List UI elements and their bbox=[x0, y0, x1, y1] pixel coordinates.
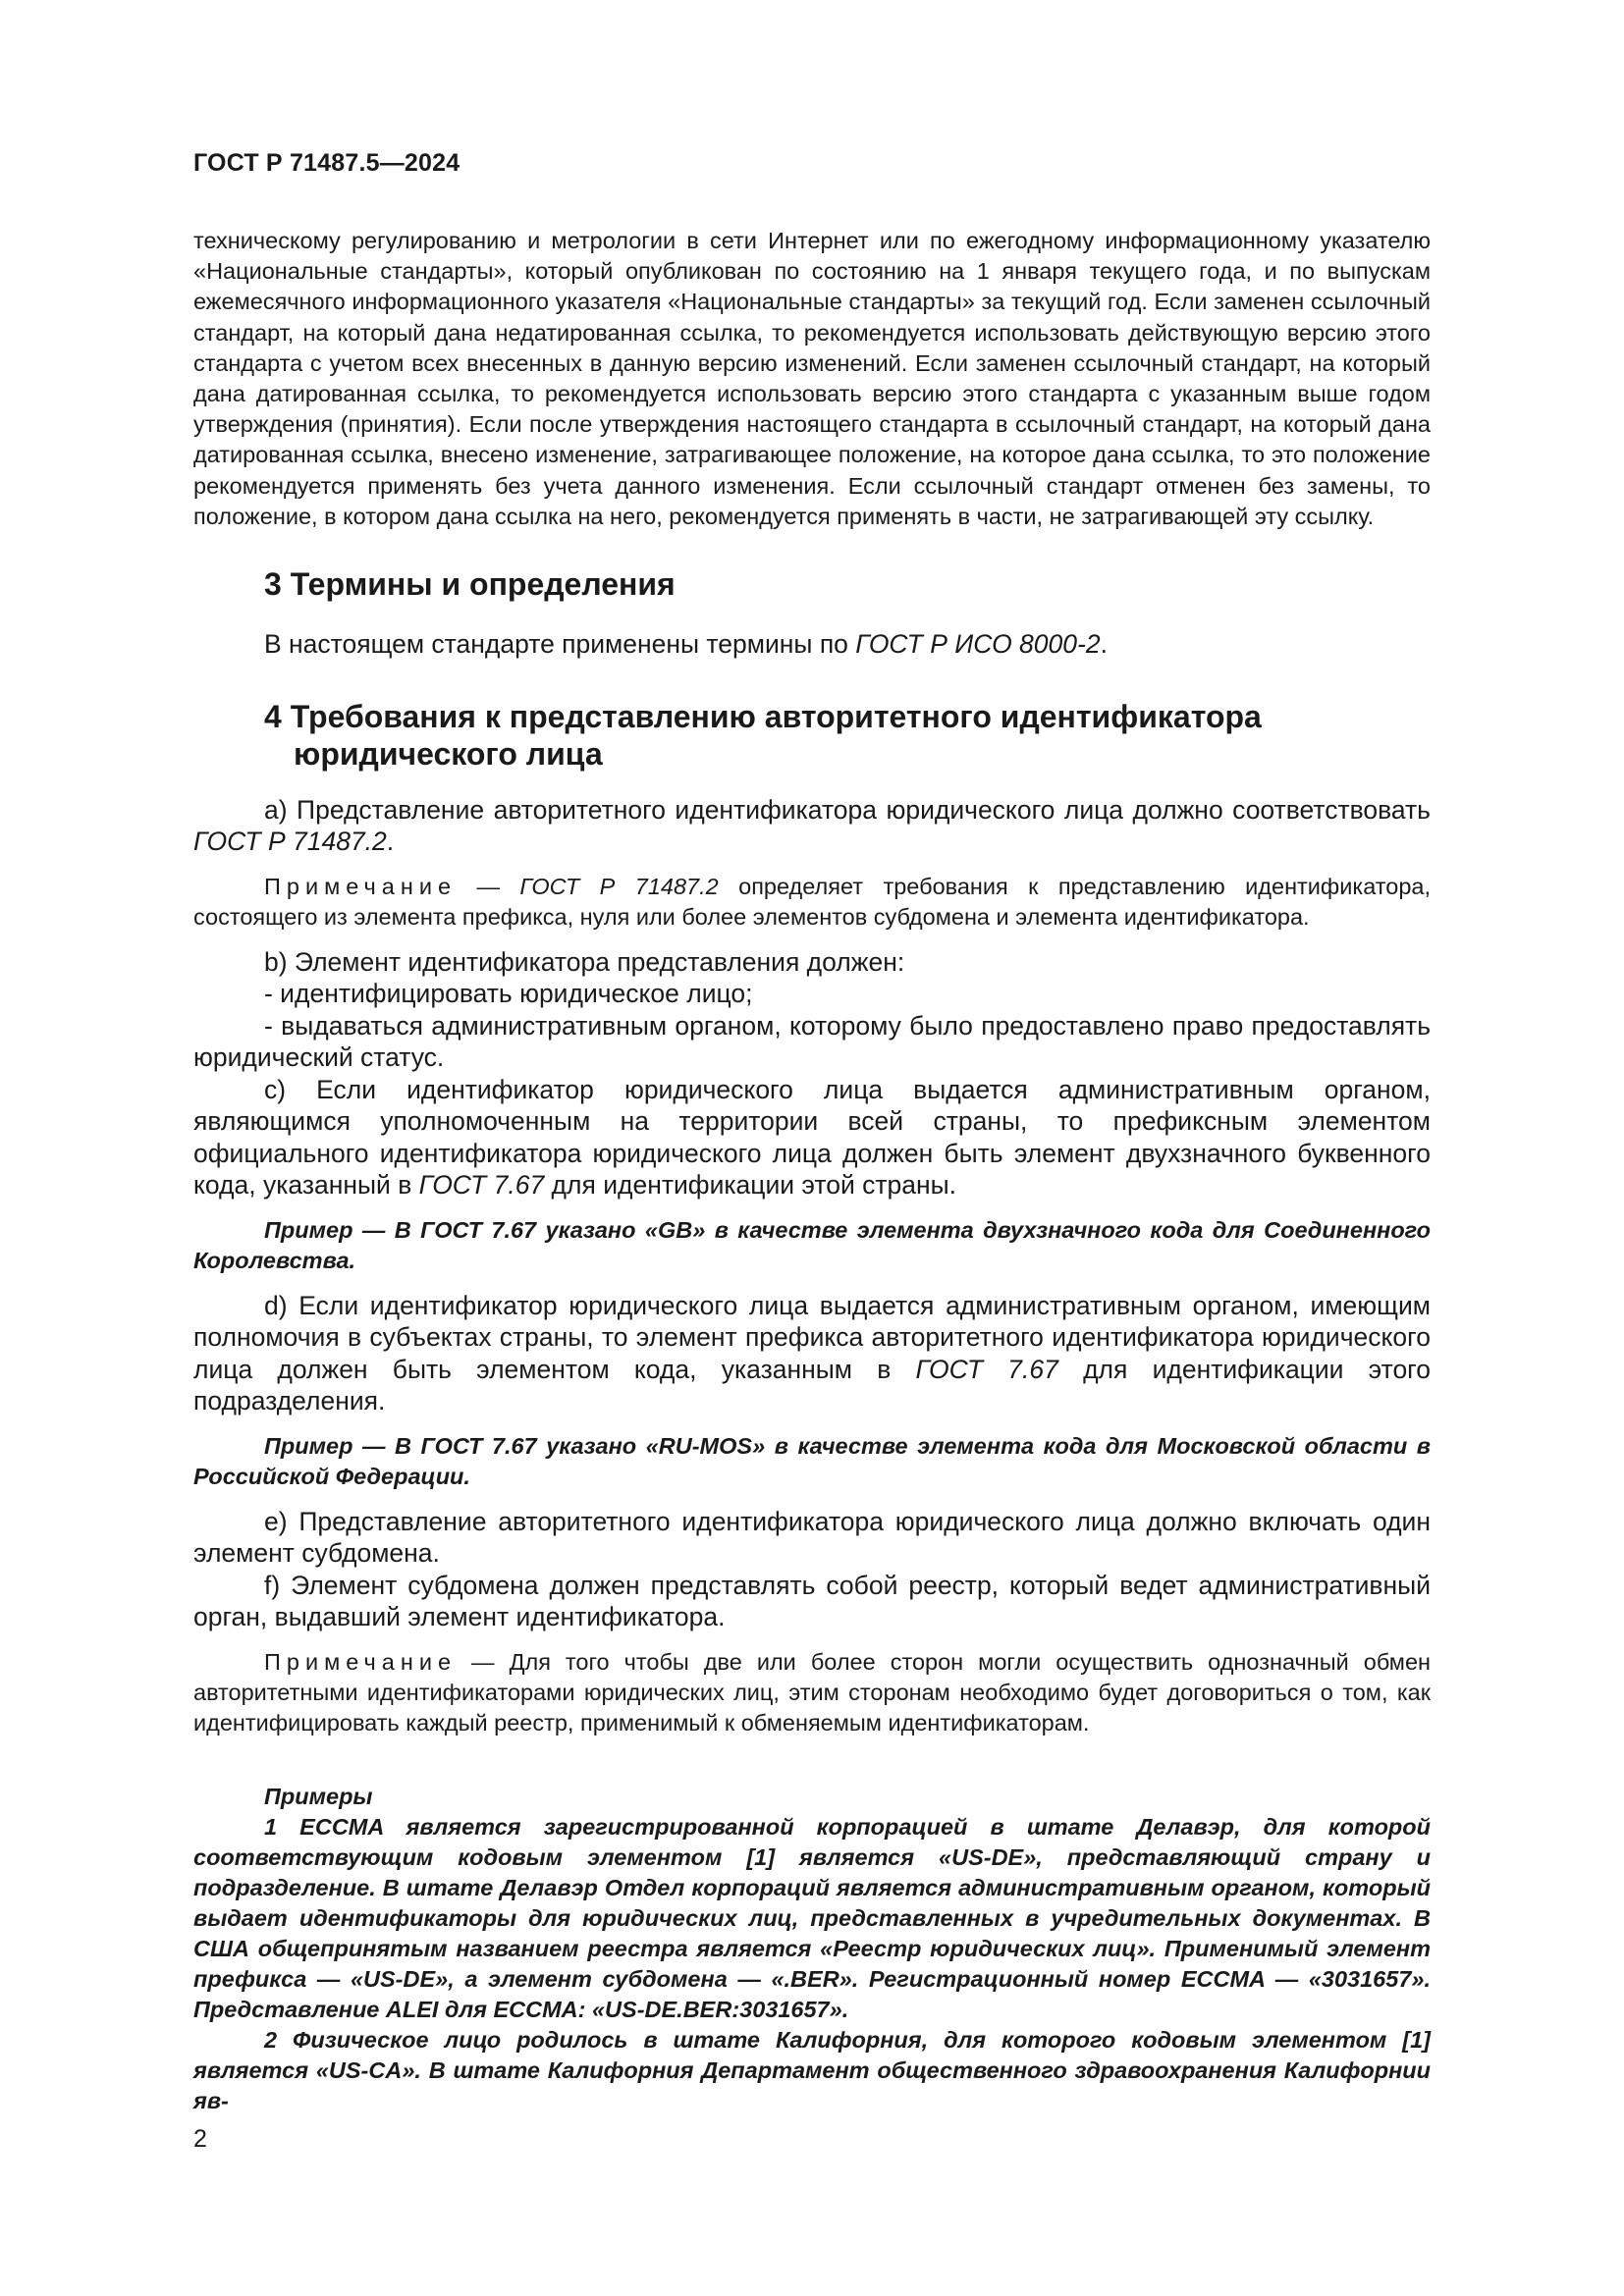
note-1-reference: ГОСТ Р 71487.2 bbox=[519, 873, 719, 899]
reference-gost-71487-2: ГОСТ Р 71487.2 bbox=[193, 827, 387, 857]
item-c-end: для идентификации этой страны. bbox=[544, 1170, 957, 1201]
section-3-heading: 3 Термины и определения bbox=[264, 566, 676, 603]
item-c-text: c) Если идентификатор юридического лица выдается административным органом, являющимся уполномоченным на территории всей страны, то префиксным элементом официального идентификатора юридического лица должен быть элемент двухзначного буквенного кода, указанный в bbox=[193, 1074, 1431, 1201]
note-2 bbox=[193, 1647, 1431, 1738]
item-d-end: для идентификации этого подразделения. bbox=[193, 1354, 1432, 1416]
item-d-text: d) Если идентификатор юридического лица выдается административным органом, имеющим полномочия в субъектах страны, то элемент префикса авторитетного идентификатора юридического лица должен быть элементом кода, указанным в bbox=[193, 1290, 1431, 1384]
item-b: b) Элемент идентификатора представления должен: bbox=[264, 946, 905, 977]
document-code-header: ГОСТ Р 71487.5—2024 bbox=[193, 149, 460, 177]
item-d bbox=[193, 1290, 1431, 1417]
example-1: 1 ECCMA является зарегистрированной корпорацией в штате Делавэр, для которой соответствующим кодовым элементом [1] является «US-DE», представляющий страну и подразделение. В штате Делавэр Отдел корпораций является административным органом, который выдает идентификаторы для юридических лиц, представленных в учредительных документах. В США общепринятым названием реестра является «Реестр юридических лиц». Применимый элемент префикса — «US-DE», а элемент субдомена — «.BER». Регистрационный номер ECCMA — «3031657». Представление ALEI для ECCMA: «US-DE.BER:3031657». bbox=[193, 1813, 1431, 2022]
item-f: f) Элемент субдомена должен представлять собой реестр, который ведет административный орган, выдавший элемент идентификатора. bbox=[193, 1570, 1431, 1632]
item-d-reference: ГОСТ 7.67 bbox=[915, 1354, 1058, 1384]
section-3-text-before: В настоящем стандарте применены термины по bbox=[264, 629, 856, 660]
example-c: Пример — В ГОСТ 7.67 указано «GB» в качестве элемента двухзначного кода для Соединенного Королевства. bbox=[193, 1216, 1431, 1273]
item-e: e) Представление авторитетного идентификатора юридического лица должно включать один элемент субдомена. bbox=[193, 1506, 1431, 1569]
item-a-text: а) Представление авторитетного идентификатора юридического лица должно соответствовать bbox=[264, 794, 1431, 825]
section-4-heading-line2: юридического лица bbox=[294, 735, 603, 772]
section-4-heading bbox=[193, 698, 1431, 773]
section-3-text-after: . bbox=[1100, 629, 1108, 660]
example-d: Пример — В ГОСТ 7.67 указано «RU-MOS» в качестве элемента кода для Московской области в Российской Федерации. bbox=[193, 1432, 1431, 1489]
section-3-text bbox=[193, 628, 1431, 661]
note-1-dash: — bbox=[457, 873, 520, 899]
reference-gost-iso-8000-2: ГОСТ Р ИСО 8000-2 bbox=[855, 629, 1101, 660]
item-b-point-2: - выдаваться административным органом, которому было предоставлено право предоставлять юридический статус. bbox=[193, 1010, 1431, 1073]
page-number: 2 bbox=[193, 2125, 207, 2153]
page-content bbox=[193, 226, 1431, 2116]
note-2-text: — Для того чтобы две или более сторон могли осуществить однозначный обмен авторитетными идентификаторами юридических лиц, этим сторонам необходимо будет договориться о том, как идентифицировать каждый реестр, применимый к обменяемым идентификаторам. bbox=[193, 1648, 1431, 1735]
item-a bbox=[193, 794, 1431, 858]
section-4-heading-line1: 4 Требования к представлению авторитетного идентификатора bbox=[264, 698, 1262, 734]
note-1-text: определяет требования к представлению идентификатора, состоящего из элемента префикса, нуля или более элементов субдомена и элемента идентификатора. bbox=[193, 873, 1431, 930]
intro-paragraph: техническому регулированию и метрологии в сети Интернет или по ежегодному информационному указателю «Национальные стандарты», который опубликован по состоянию на 1 января текущего года, и по выпускам ежемесячного информационного указателя «Национальные стандарты» за текущий год. Если заменен ссылочный стандарт, на который дана недатированная ссылка, то рекомендуется использовать действующую версию этого стандарта с учетом всех внесенных в данную версию изменений. Если заменен ссылочный стандарт, на который дана датированная ссылка, то рекомендуется использовать версию этого стандарта с указанным выше годом утверждения (принятия). Если после утверждения настоящего стандарта в ссылочный стандарт, на который дана датированная ссылка, внесено изменение, затрагивающее положение, на которое дана ссылка, то это положение рекомендуется применять без учета данного изменения. Если ссылочный стандарт отменен без замены, то положение, в котором дана ссылка на него, рекомендуется применять в части, не затрагивающей эту ссылку. bbox=[193, 228, 1431, 529]
item-b-point-1: - идентифицировать юридическое лицо; bbox=[264, 979, 753, 1009]
examples-heading: Примеры bbox=[264, 1783, 373, 1809]
item-c bbox=[193, 1074, 1431, 1201]
note-1 bbox=[193, 872, 1431, 933]
note-1-label: Примечание bbox=[264, 873, 458, 899]
note-2-label: Примечание bbox=[264, 1648, 458, 1675]
example-2: 2 Физическое лицо родилось в штате Калифорния, для которого кодовым элементом [1] является «US-CA». В штате Калифорния Департамент общественного здравоохранения Калифорнии яв- bbox=[193, 2026, 1431, 2113]
item-c-reference: ГОСТ 7.67 bbox=[418, 1170, 545, 1201]
item-a-end: . bbox=[386, 827, 395, 857]
